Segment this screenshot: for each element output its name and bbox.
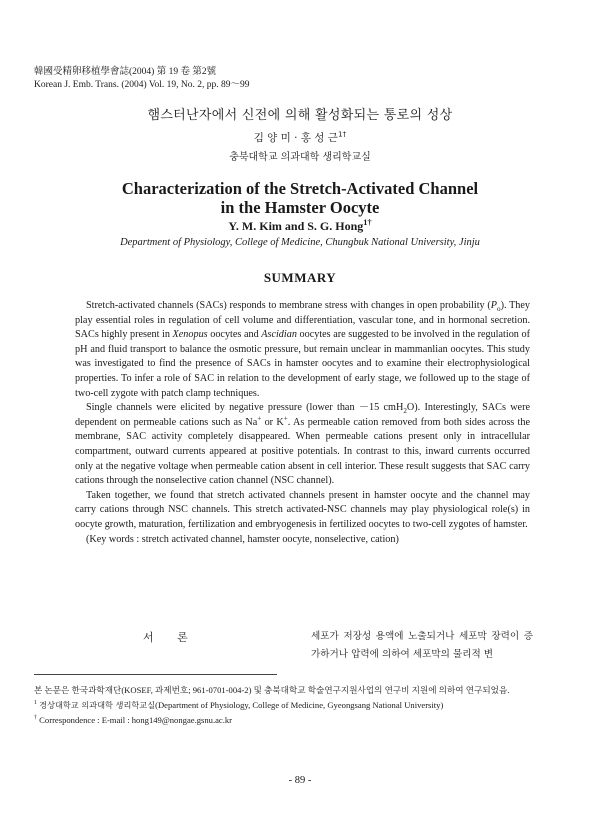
abstract-text: oocytes and <box>207 329 262 341</box>
footnote-mark: 1 <box>34 700 38 707</box>
abstract <box>75 299 530 547</box>
english-authors <box>0 219 600 234</box>
abstract-paragraph-3: Taken together, we found that stretch activated channels present in hamster oocyte and the channel may carry cations through NSC channels. This stretch activated-NSC channels may play physiological role(s) in oocyte growth, maturation, fertilization and embryogenesis in fertilized oocytes to two-cell zygotes of hamster. <box>75 489 530 530</box>
journal-header-english: Korean J. Emb. Trans. (2004) Vol. 19, No. 2, pp. 89～99 <box>34 79 250 90</box>
abstract-paragraph-2 <box>75 401 530 489</box>
footnote-affiliation-english: (Department of Physiology, College of Medicine, Gyeongsang National University) <box>155 700 444 711</box>
footnote-funding: 본 논문은 한국과학재단(KOSEF, 과제번호; 961-0701-004-2) 및 충북대학교 학술연구지원사업의 연구비 지원에 의하여 연구되었음. <box>34 685 510 695</box>
english-affiliation: Department of Physiology, College of Medicine, Chungbuk National University, Jinju <box>120 237 480 248</box>
footnote-correspondence <box>34 714 544 727</box>
english-author-names: Y. M. Kim and S. G. Hong <box>228 219 364 233</box>
summary-heading: SUMMARY <box>263 270 337 285</box>
abstract-subscript: o <box>497 305 501 314</box>
abstract-superscript: + <box>257 414 262 423</box>
korean-title: 햄스터난자에서 신전에 의해 활성화되는 통로의 성상 <box>147 108 453 123</box>
abstract-keywords: (Key words : stretch activated channel, hamster oocyte, nonselective, cation) <box>86 533 399 545</box>
footnote-affiliation <box>34 699 544 712</box>
abstract-subscript: 2 <box>403 407 407 416</box>
footnote-divider <box>34 674 277 675</box>
abstract-text: Stretch-activated channels (SACs) responds to membrane stress with changes in open probability ( <box>86 300 491 311</box>
abstract-paragraph-1 <box>75 299 530 401</box>
korean-author-names: 김 양 미 · 홍 성 근 <box>253 132 338 144</box>
section-heading-introduction: 서 론 <box>143 631 198 644</box>
abstract-symbol: P <box>490 300 497 311</box>
korean-affiliation: 충북대학교 의과대학 생리학교실 <box>229 152 371 163</box>
abstract-text: O). Interestingly, SACs were dependent on permeable cations such as Na <box>75 402 530 428</box>
journal-header <box>34 66 250 91</box>
korean-author-mark: 1† <box>337 129 347 139</box>
abstract-superscript: + <box>283 414 288 423</box>
abstract-text: ). They play essential roles in regulation of cell volume and differentiation, vascular tone, and in hormonal secretion. SACs highly present in <box>75 300 531 341</box>
footnotes <box>34 684 544 730</box>
correspondence-email: Correspondence : E-mail : hong149@nongae.gsnu.ac.kr <box>39 715 233 726</box>
korean-authors <box>0 130 600 145</box>
footnote-affiliation-korean: 경상대학교 의과대학 생리학교실 <box>39 700 156 711</box>
english-title <box>0 179 600 217</box>
introduction-text: 세포가 저장성 용액에 노출되거나 세포막 장력이 증가하거나 압력에 의하여 세포막의 물리적 변 <box>311 631 533 660</box>
abstract-text: . As permeable cation removed from both sides across the membrane, SAC activity completely disappeared. When permeable cations present only in intracellular compartment, outward currents appeared at positive potentials. In contrast to this, inward currents occurred only at the negative voltage when permeable cation absent in cell interior. These result suggests that SAC carry cations through the nonselective cation channel (NSC channel). <box>75 416 530 487</box>
english-author-mark: 1† <box>363 218 372 227</box>
abstract-text: or K <box>261 416 284 428</box>
journal-header-korean: 韓國受精卵移植學會誌(2004) 第 19 卷 第2號 <box>34 67 217 77</box>
abstract-species-name: Ascidian <box>261 329 297 341</box>
abstract-text: Single channels were elicited by negative pressure (lower than －15 cmH <box>86 402 404 414</box>
english-title-line-1: Characterization of the Stretch-Activated Channel <box>121 179 479 198</box>
footnote-mark: † <box>34 715 38 722</box>
page-number: - 89 - <box>288 775 312 786</box>
abstract-text: oocytes are suggested to be involved in the regulation of pH and fluid transport to balance the osmotic pressure, but remain unclear in mammanlian oocytes. This study was investigated to find the presence of SACs in hamster oocytes and to examine their electrophysiological properties. To infer a role of SAC in relation to the development of early stage, we followed up to the stage of two-cell zygote with patch clamp techniques. <box>75 329 530 399</box>
abstract-species-name: Xenopus <box>172 329 208 341</box>
english-title-line-2: in the Hamster Oocyte <box>220 198 380 217</box>
